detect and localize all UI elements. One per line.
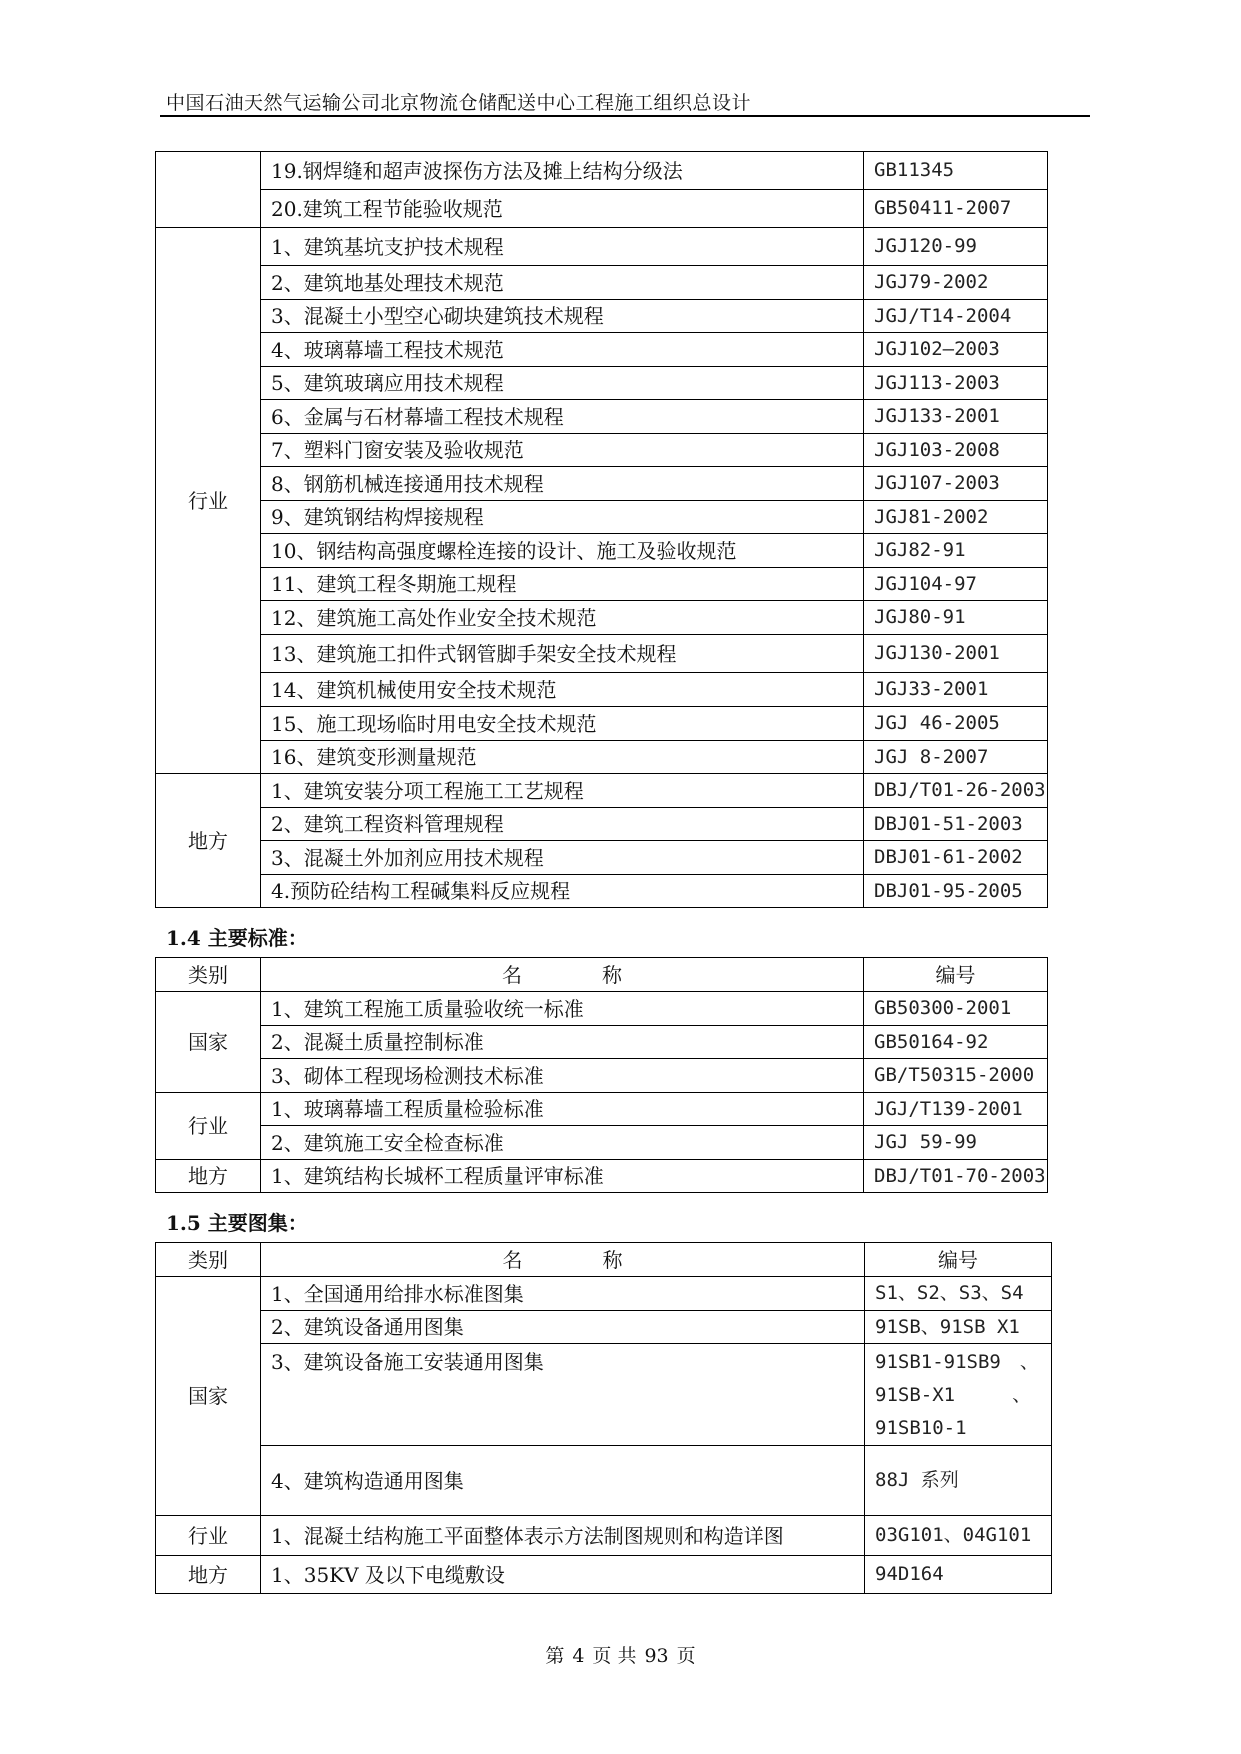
spec-name: 2、建筑工程资料管理规程: [261, 808, 864, 841]
standard-name: 3、砌体工程现场检测技术标准: [261, 1059, 864, 1093]
table-row: [156, 1059, 1048, 1093]
spec-name: 1、建筑基坑支护技术规程: [261, 228, 864, 266]
atlas-code: 03G101、04G101: [865, 1516, 1052, 1556]
table-row: [156, 534, 1048, 568]
section-title-standards: 1.4 主要标准：: [166, 926, 308, 950]
table-row: [156, 875, 1048, 908]
table-row: [156, 266, 1048, 300]
spec-name: 15、施工现场临时用电安全技术规范: [261, 707, 864, 741]
table-row: [156, 501, 1048, 534]
spec-code: JGJ120-99: [864, 228, 1048, 266]
standard-code: GB50300-2001: [864, 992, 1048, 1026]
spec-name: 1、建筑安装分项工程施工工艺规程: [261, 774, 864, 808]
table-row: [156, 992, 1048, 1026]
footer-prefix: 第: [545, 1645, 565, 1667]
table-row: [156, 1160, 1048, 1193]
table-row: [156, 741, 1048, 774]
spec-code: JGJ80-91: [864, 601, 1048, 635]
standard-code: GB50164-92: [864, 1026, 1048, 1059]
atlas-code: 91SB、91SB X1: [865, 1311, 1052, 1344]
table-row: [156, 841, 1048, 875]
spec-name: 16、建筑变形测量规范: [261, 741, 864, 774]
spec-code: DBJ01-61-2002: [864, 841, 1048, 875]
table-row: [156, 1516, 1052, 1556]
table-row: [156, 635, 1048, 673]
table-row: [156, 400, 1048, 434]
category-cell: 行业: [156, 1516, 261, 1556]
category-cell: 国家: [156, 1277, 261, 1516]
footer-middle: 页 共: [592, 1645, 637, 1667]
standard-name: 2、混凝土质量控制标准: [261, 1026, 864, 1059]
spec-name: 13、建筑施工扣件式钢管脚手架安全技术规程: [261, 635, 864, 673]
footer-suffix: 页: [676, 1645, 696, 1667]
spec-code: JGJ104-97: [864, 568, 1048, 601]
spec-name: 3、混凝土外加剂应用技术规程: [261, 841, 864, 875]
table-row: [156, 1311, 1052, 1344]
table-row: [156, 1026, 1048, 1059]
spec-code: JGJ103-2008: [864, 434, 1048, 467]
atlas-table: [155, 1242, 1052, 1594]
category-cell: 地方: [156, 774, 261, 908]
spec-code: DBJ01-51-2003: [864, 808, 1048, 841]
table-header-row: [156, 1243, 1052, 1277]
spec-name: 6、金属与石材幕墙工程技术规程: [261, 400, 864, 434]
atlas-name: 3、建筑设备施工安装通用图集: [261, 1344, 865, 1446]
atlas-code: 91SB1-91SB9 、91SB-X1 、91SB10-1: [865, 1344, 1052, 1446]
category-cell: 地方: [156, 1160, 261, 1193]
header-code: 编号: [865, 1243, 1052, 1277]
standard-name: 1、建筑工程施工质量验收统一标准: [261, 992, 864, 1026]
spec-name: 3、混凝土小型空心砌块建筑技术规程: [261, 300, 864, 333]
page-number: 4: [572, 1645, 585, 1667]
spec-code: JGJ102—2003: [864, 333, 1048, 367]
atlas-name: 1、混凝土结构施工平面整体表示方法制图规则和构造详图: [261, 1516, 865, 1556]
standard-code: JGJ/T139-2001: [864, 1093, 1048, 1126]
standards-table: [155, 957, 1048, 1193]
spec-name: 19.钢焊缝和超声波探伤方法及摊上结构分级法: [261, 152, 864, 190]
standard-name: 2、建筑施工安全检查标准: [261, 1126, 864, 1160]
atlas-code: 88J 系列: [865, 1446, 1052, 1516]
table-row: [156, 1126, 1048, 1160]
spec-code: JGJ113-2003: [864, 367, 1048, 400]
category-cell: 行业: [156, 1093, 261, 1160]
standard-name: 1、玻璃幕墙工程质量检验标准: [261, 1093, 864, 1126]
header-code: 编号: [864, 958, 1048, 992]
table-header-row: [156, 958, 1048, 992]
table-row: [156, 1093, 1048, 1126]
table-row: [156, 228, 1048, 266]
spec-code: JGJ 46-2005: [864, 707, 1048, 741]
table-row: [156, 1277, 1052, 1311]
table-row: [156, 707, 1048, 741]
table-row: [156, 568, 1048, 601]
header-category: 类别: [156, 1243, 261, 1277]
spec-name: 7、塑料门窗安装及验收规范: [261, 434, 864, 467]
spec-code: GB50411-2007: [864, 190, 1048, 228]
table-row: [156, 1344, 1052, 1446]
spec-code: DBJ/T01-26-2003: [864, 774, 1048, 808]
standard-code: JGJ 59-99: [864, 1126, 1048, 1160]
spec-name: 4.预防砼结构工程碱集料反应规程: [261, 875, 864, 908]
table-row: [156, 467, 1048, 501]
spec-code: JGJ81-2002: [864, 501, 1048, 534]
atlas-name: 4、建筑构造通用图集: [261, 1446, 865, 1516]
table-row: [156, 190, 1048, 228]
atlas-name: 1、35KV 及以下电缆敷设: [261, 1556, 865, 1594]
spec-name: 8、钢筋机械连接通用技术规程: [261, 467, 864, 501]
specs-table: [155, 151, 1048, 908]
spec-code: JGJ82-91: [864, 534, 1048, 568]
document-header: 中国石油天然气运输公司北京物流仓储配送中心工程施工组织总设计: [166, 92, 752, 114]
table-row: [156, 333, 1048, 367]
standard-name: 1、建筑结构长城杯工程质量评审标准: [261, 1160, 864, 1193]
table-row: [156, 367, 1048, 400]
table-row: [156, 300, 1048, 333]
header-category: 类别: [156, 958, 261, 992]
spec-code: JGJ 8-2007: [864, 741, 1048, 774]
table-row: [156, 1446, 1052, 1516]
atlas-name: 2、建筑设备通用图集: [261, 1311, 865, 1344]
section-title-atlas: 1.5 主要图集：: [166, 1211, 308, 1235]
spec-code: JGJ79-2002: [864, 266, 1048, 300]
spec-name: 12、建筑施工高处作业安全技术规范: [261, 601, 864, 635]
spec-name: 14、建筑机械使用安全技术规范: [261, 673, 864, 707]
category-cell: 行业: [156, 228, 261, 774]
table-row: [156, 601, 1048, 635]
atlas-code: 94D164: [865, 1556, 1052, 1594]
standard-code: DBJ/T01-70-2003: [864, 1160, 1048, 1193]
table-row: [156, 1556, 1052, 1594]
spec-name: 2、建筑地基处理技术规范: [261, 266, 864, 300]
spec-name: 4、玻璃幕墙工程技术规范: [261, 333, 864, 367]
category-cell: 地方: [156, 1556, 261, 1594]
category-cell: [156, 152, 261, 228]
spec-code: DBJ01-95-2005: [864, 875, 1048, 908]
spec-name: 9、建筑钢结构焊接规程: [261, 501, 864, 534]
spec-code: GB11345: [864, 152, 1048, 190]
spec-name: 10、钢结构高强度螺栓连接的设计、施工及验收规范: [261, 534, 864, 568]
category-cell: 国家: [156, 992, 261, 1093]
header-rule: [160, 115, 1090, 117]
spec-code: JGJ/T14-2004: [864, 300, 1048, 333]
spec-code: JGJ107-2003: [864, 467, 1048, 501]
table-row: [156, 808, 1048, 841]
spec-name: 20.建筑工程节能验收规范: [261, 190, 864, 228]
page-footer: [0, 1641, 1241, 1668]
atlas-code: S1、S2、S3、S4: [865, 1277, 1052, 1311]
table-row: [156, 774, 1048, 808]
total-pages: 93: [644, 1645, 669, 1667]
spec-name: 5、建筑玻璃应用技术规程: [261, 367, 864, 400]
spec-code: JGJ133-2001: [864, 400, 1048, 434]
spec-code: JGJ33-2001: [864, 673, 1048, 707]
table-row: [156, 673, 1048, 707]
spec-name: 11、建筑工程冬期施工规程: [261, 568, 864, 601]
spec-code: JGJ130-2001: [864, 635, 1048, 673]
header-name: 名 称: [261, 958, 864, 992]
atlas-name: 1、全国通用给排水标准图集: [261, 1277, 865, 1311]
table-row: [156, 152, 1048, 190]
standard-code: GB/T50315-2000: [864, 1059, 1048, 1093]
table-row: [156, 434, 1048, 467]
header-name: 名 称: [261, 1243, 865, 1277]
